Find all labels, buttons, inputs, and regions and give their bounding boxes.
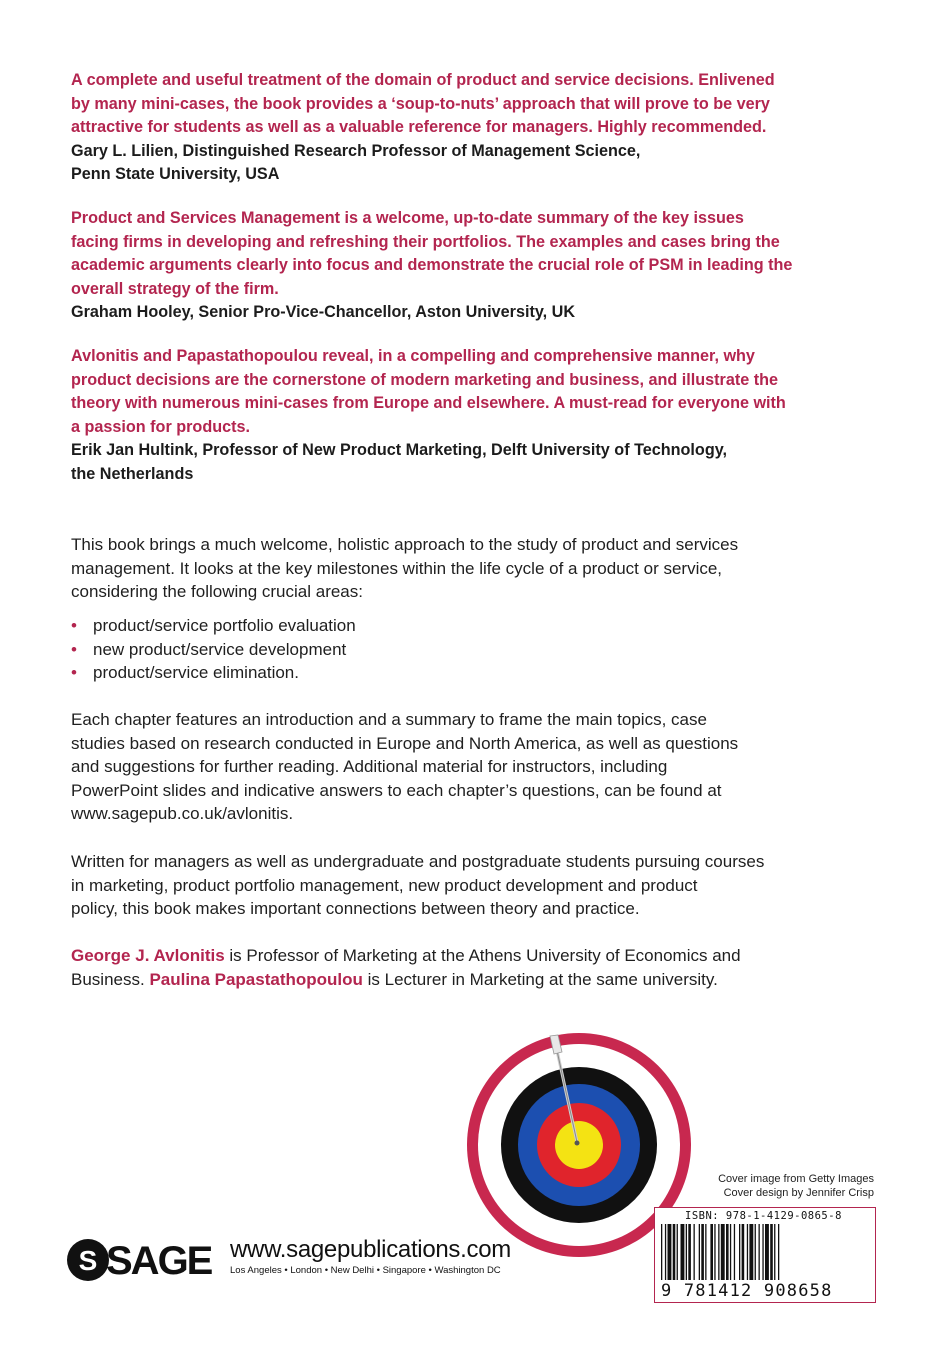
isbn-label: ISBN: 978-1-4129-0865-8 bbox=[685, 1210, 842, 1222]
barcode-bar bbox=[755, 1224, 756, 1280]
barcode-bar bbox=[770, 1224, 773, 1280]
audience-paragraph: Written for managers as well as undergraduate and postgraduate students pursuing courses in marketing, product portfolio management, new product development and product policy, this book makes important connections between theory and practice. bbox=[71, 852, 765, 919]
barcode-bar bbox=[759, 1224, 760, 1280]
intro-paragraph: This book brings a much welcome, holistic approach to the study of product and services management. It looks at the key milestones within the life cycle of a product or service, considering the following crucial areas: bbox=[71, 535, 739, 602]
cover-credits bbox=[718, 1172, 874, 1200]
list-item bbox=[71, 661, 771, 685]
barcode-bar bbox=[726, 1224, 729, 1280]
barcode-bar bbox=[774, 1224, 775, 1280]
isbn-digits: 9 781412 908658 bbox=[661, 1281, 833, 1301]
barcode-bar bbox=[749, 1224, 753, 1280]
sage-logo-icon bbox=[66, 1236, 216, 1284]
bullet-icon: • bbox=[71, 639, 77, 659]
barcode-bar bbox=[778, 1224, 779, 1280]
review-2 bbox=[71, 207, 871, 325]
barcode-bar bbox=[718, 1224, 719, 1280]
barcode-bar bbox=[721, 1224, 725, 1280]
barcode-bar bbox=[688, 1224, 691, 1280]
list-item-text: new product/service development bbox=[93, 639, 347, 659]
list-item-text: product/service elimination. bbox=[93, 663, 299, 683]
author-2-name: Paulina Papastathopoulou bbox=[149, 969, 363, 989]
review-quote: Avlonitis and Papastathopoulou reveal, in a compelling and comprehensive manner, why product decisions are the cornerstone of modern marketing and business, and illustrate the theory with numerous mini-cases from Europe and elsewhere. A must-read for everyone with a passion for products. bbox=[71, 347, 786, 436]
bullet-icon: • bbox=[71, 663, 77, 683]
barcode-bar bbox=[730, 1224, 731, 1280]
review-attribution: Graham Hooley, Senior Pro-Vice-Chancellor, Aston University, UK bbox=[71, 303, 576, 322]
chapters-paragraph: Each chapter features an introduction and a summary to frame the main topics, case studies based on research conducted in Europe and North America, as well as questions and suggestions for further reading. Additional material for instructors, including PowerPoint slides and indicative answers to each chapter’s questions, can be found at www.sagepub.co.uk/avlonitis. bbox=[71, 710, 739, 824]
author-1-bio: is Professor of Marketing at the Athens University of Economics and bbox=[224, 946, 741, 965]
review-3 bbox=[71, 345, 871, 487]
barcode-bar bbox=[694, 1224, 695, 1280]
list-item bbox=[71, 638, 771, 662]
barcode-bar bbox=[714, 1224, 715, 1280]
review-attribution: Gary L. Lilien, Distinguished Research Professor of Management Science, Penn State University, USA bbox=[71, 141, 641, 184]
review-1 bbox=[71, 69, 871, 187]
focus-areas-list bbox=[71, 614, 771, 685]
barcode-bar bbox=[747, 1224, 748, 1280]
sage-logo-text: SAGE bbox=[106, 1239, 212, 1283]
bullet-icon: • bbox=[71, 616, 77, 635]
author-bio bbox=[71, 944, 871, 991]
author-1-bio-cont: Business. bbox=[71, 969, 150, 989]
review-attribution: Erik Jan Hultink, Professor of New Product Marketing, Delft University of Technology, the Netherlands bbox=[71, 441, 728, 483]
barcode-bar bbox=[710, 1224, 713, 1280]
barcode-bar bbox=[765, 1224, 769, 1280]
barcode-bar bbox=[734, 1224, 735, 1280]
author-2-bio: is Lecturer in Marketing at the same university. bbox=[362, 969, 718, 989]
barcode-bars-icon bbox=[659, 1224, 871, 1284]
barcode-bar bbox=[668, 1224, 672, 1280]
barcode-bar bbox=[677, 1224, 678, 1280]
cover-image-credit: Cover image from Getty Images bbox=[718, 1173, 874, 1185]
barcode-bar bbox=[673, 1224, 676, 1280]
barcode-bar bbox=[661, 1224, 662, 1280]
svg-text:S: S bbox=[78, 1245, 98, 1276]
barcode-bar bbox=[681, 1224, 685, 1280]
barcode-bar bbox=[686, 1224, 687, 1280]
publisher-url[interactable]: www.sagepublications.com bbox=[230, 1236, 511, 1263]
barcode-bar bbox=[739, 1224, 740, 1280]
publisher-cities: Los Angeles • London • New Delhi • Singapore • Washington DC bbox=[230, 1265, 501, 1276]
author-1-name: George J. Avlonitis bbox=[71, 946, 225, 965]
barcode-bar bbox=[699, 1224, 700, 1280]
barcode-bar bbox=[762, 1224, 763, 1280]
review-quote: Product and Services Management is a welcome, up-to-date summary of the key issues facing firms in developing and refreshing their portfolios. The examples and cases bring the academic arguments clearly into focus and demonstrate the crucial role of PSM in leading the overall strategy of the firm. bbox=[71, 209, 793, 298]
isbn-barcode bbox=[654, 1207, 876, 1303]
barcode-bar bbox=[742, 1224, 745, 1280]
review-quote: A complete and useful treatment of the domain of product and service decisions. Enlivened by many mini-cases, the book provides a ‘soup-to-nuts’ approach that will prove to be very attractive for students as well as a valuable reference for managers. Highly recommended. bbox=[71, 71, 775, 137]
barcode-bar bbox=[705, 1224, 706, 1280]
cover-design-credit: Cover design by Jennifer Crisp bbox=[723, 1187, 874, 1199]
barcode-bar bbox=[665, 1224, 666, 1280]
target-ring-yellow bbox=[555, 1121, 603, 1169]
barcode-bar bbox=[701, 1224, 704, 1280]
list-item bbox=[71, 614, 771, 638]
list-item-text: product/service portfolio evaluation bbox=[93, 616, 356, 635]
